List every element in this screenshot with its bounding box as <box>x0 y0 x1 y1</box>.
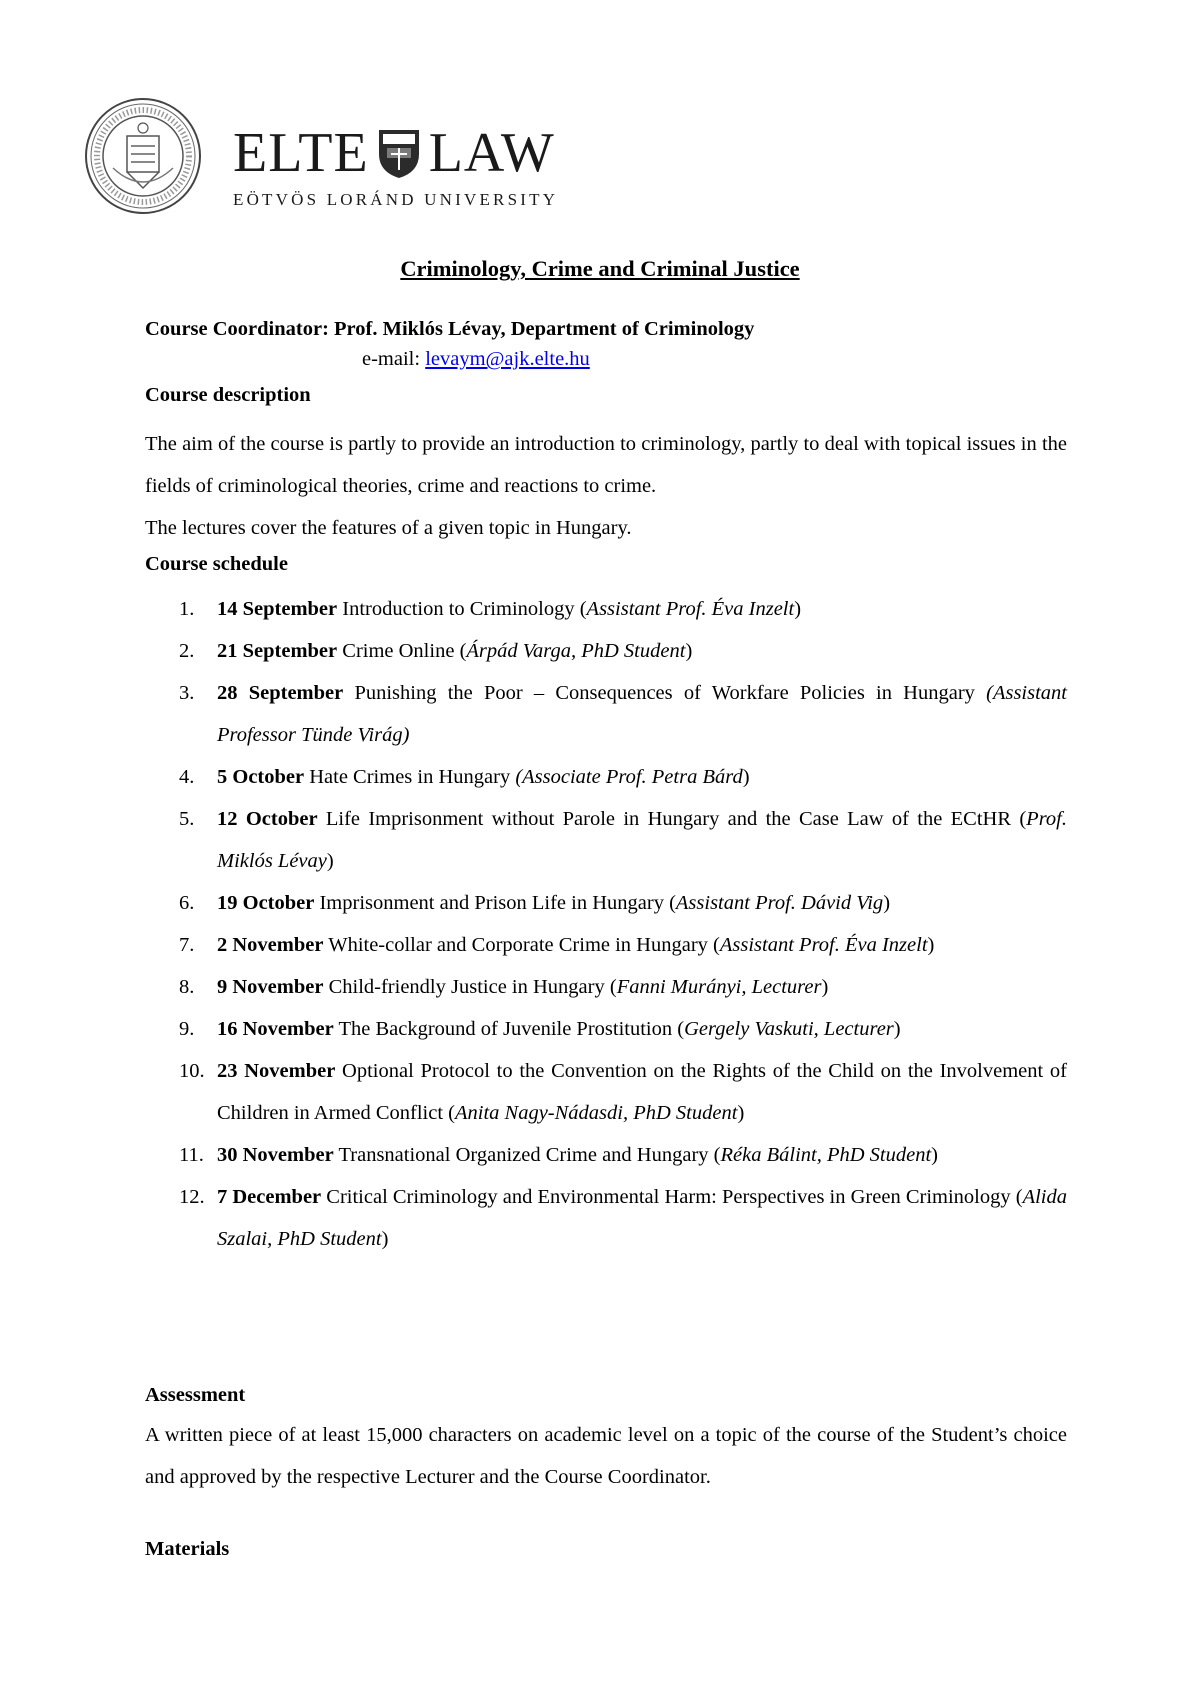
schedule-list <box>145 588 1067 1260</box>
course-schedule-heading: Course schedule <box>145 553 288 575</box>
schedule-item <box>145 1050 1067 1134</box>
materials-section <box>145 1538 1067 1561</box>
course-description-paragraph: The aim of the course is partly to provide an introduction to criminology, partly to deal with topical issues in the fields of criminological theories, crime and reactions to crime. <box>145 433 1067 497</box>
course-schedule-section <box>145 553 1067 576</box>
shield-icon <box>377 126 421 180</box>
item-topic: Child-friendly Justice in Hungary <box>323 976 610 998</box>
schedule-item <box>145 924 1067 966</box>
item-lecturer: Réka Bálint, PhD Student <box>720 1144 932 1166</box>
item-date: 23 November <box>217 1060 336 1082</box>
item-lecturer: Prof. Miklós Lévay <box>217 808 1067 872</box>
item-number: 12. <box>179 1186 205 1208</box>
course-description-body <box>145 423 1067 549</box>
item-topic: The Background of Juvenile Prostitution <box>333 1018 678 1040</box>
course-description-paragraph-2: The lectures cover the features of a given topic in Hungary. <box>145 517 632 539</box>
item-date: 5 October <box>217 766 305 788</box>
paren-open: ( <box>669 892 676 914</box>
paren-close: ) <box>685 640 693 662</box>
item-number: 4. <box>179 766 195 788</box>
paren-close: ) <box>381 1228 389 1250</box>
paren-close: ) <box>883 892 891 914</box>
page-title: Criminology, Crime and Criminal Justice <box>400 256 800 281</box>
item-lecturer: Árpád Varga, PhD Student <box>466 640 686 662</box>
item-number: 2. <box>179 640 195 662</box>
schedule-item <box>145 1134 1067 1176</box>
logo-subtitle: EÖTVÖS LORÁND UNIVERSITY <box>233 190 559 209</box>
item-topic: Imprisonment and Prison Life in Hungary <box>314 892 670 914</box>
paren-open: ( <box>713 934 720 956</box>
schedule-item <box>145 630 1067 672</box>
course-coordinator: Course Coordinator: Prof. Miklós Lévay, Department of Criminology <box>145 318 755 340</box>
item-topic: White-collar and Corporate Crime in Hungary <box>323 934 714 956</box>
item-number: 3. <box>179 682 195 704</box>
item-topic: Transnational Organized Crime and Hungary <box>333 1144 714 1166</box>
paren-open: ( <box>579 598 587 620</box>
item-number: 1. <box>179 598 195 620</box>
item-lecturer: Fanni Murányi, Lecturer <box>616 976 822 998</box>
paren-close: ) <box>737 1102 745 1124</box>
assessment-body <box>145 1414 1067 1498</box>
item-number: 10. <box>179 1060 205 1082</box>
paren-open: ( <box>609 976 617 998</box>
item-date: 30 November <box>217 1144 334 1166</box>
item-lecturer: Assistant Prof. Éva Inzelt <box>586 598 795 620</box>
schedule-item <box>145 756 1067 798</box>
item-number: 5. <box>179 808 195 830</box>
paren-close: ) <box>927 934 935 956</box>
course-description-section <box>145 384 1067 407</box>
email-link[interactable]: levaym@ajk.elte.hu <box>425 348 590 370</box>
item-number: 8. <box>179 976 195 998</box>
item-date: 28 September <box>217 682 344 704</box>
paren-close: ) <box>931 1144 938 1166</box>
item-number: 9. <box>179 1018 195 1040</box>
schedule-item <box>145 588 1067 630</box>
paren-open: ( <box>459 640 467 662</box>
paren-open: ( <box>448 1102 455 1124</box>
item-lecturer: Assistant Prof. Dávid Vig <box>675 892 884 914</box>
item-date: 7 December <box>217 1186 322 1208</box>
paren-close: ) <box>326 850 334 872</box>
item-lecturer: Anita Nagy-Nádasdi, PhD Student <box>455 1102 738 1124</box>
item-topic: Life Imprisonment without Parole in Hungary and the Case Law of the ECtHR <box>317 808 1020 830</box>
paren-close: ) <box>794 598 802 620</box>
item-lecturer: (Assistant Professor Tünde Virág) <box>217 682 1067 746</box>
item-topic: Optional Protocol to the Convention on the Rights of the Child on the Involvement of Children in Armed Conflict <box>217 1060 1067 1124</box>
item-topic: Hate Crimes in Hungary <box>304 766 516 788</box>
schedule-item <box>145 882 1067 924</box>
item-topic: Critical Criminology and Environmental Harm: Perspectives in Green Criminology <box>321 1186 1016 1208</box>
schedule-item <box>145 672 1067 756</box>
paren-close: ) <box>742 766 750 788</box>
item-date: 16 November <box>217 1018 334 1040</box>
materials-heading: Materials <box>145 1538 230 1560</box>
schedule-item <box>145 798 1067 882</box>
item-topic: Crime Online <box>337 640 460 662</box>
schedule-item <box>145 966 1067 1008</box>
logo-law-text: LAW <box>428 122 555 184</box>
email-line <box>362 348 590 371</box>
item-lecturer: (Associate Prof. Petra Bárd <box>515 766 743 788</box>
item-lecturer: Gergely Vaskuti, Lecturer <box>684 1018 894 1040</box>
schedule-item <box>145 1176 1067 1260</box>
item-date: 19 October <box>217 892 315 914</box>
item-date: 14 September <box>217 598 338 620</box>
paren-close: ) <box>893 1018 901 1040</box>
schedule-item <box>145 1008 1067 1050</box>
item-lecturer: Assistant Prof. Éva Inzelt <box>719 934 928 956</box>
item-lecturer: Alida Szalai, PhD Student <box>217 1186 1067 1250</box>
course-description-heading: Course description <box>145 384 311 406</box>
item-topic: Punishing the Poor – Consequences of Workfare Policies in Hungary <box>343 682 987 704</box>
item-date: 9 November <box>217 976 324 998</box>
assessment-section <box>145 1384 1067 1407</box>
item-date: 2 November <box>217 934 324 956</box>
paren-open: ( <box>677 1018 685 1040</box>
paren-close: ) <box>821 976 829 998</box>
elte-law-logo <box>233 118 558 210</box>
assessment-heading: Assessment <box>145 1384 246 1406</box>
item-number: 6. <box>179 892 195 914</box>
email-label: e-mail: <box>362 348 426 370</box>
paren-open: ( <box>1015 1186 1023 1208</box>
item-number: 7. <box>179 934 195 956</box>
item-date: 21 September <box>217 640 338 662</box>
paren-open: ( <box>1019 808 1027 830</box>
item-topic: Introduction to Criminology <box>337 598 580 620</box>
logo-elte-text: ELTE <box>233 122 369 184</box>
item-date: 12 October <box>217 808 318 830</box>
item-number: 11. <box>179 1144 204 1166</box>
assessment-paragraph: A written piece of at least 15,000 characters on academic level on a topic of the course of the Student’s choice and approved by the respective Lecturer and the Course Coordinator. <box>145 1424 1067 1488</box>
paren-open: ( <box>713 1144 721 1166</box>
university-seal-icon <box>83 96 203 216</box>
